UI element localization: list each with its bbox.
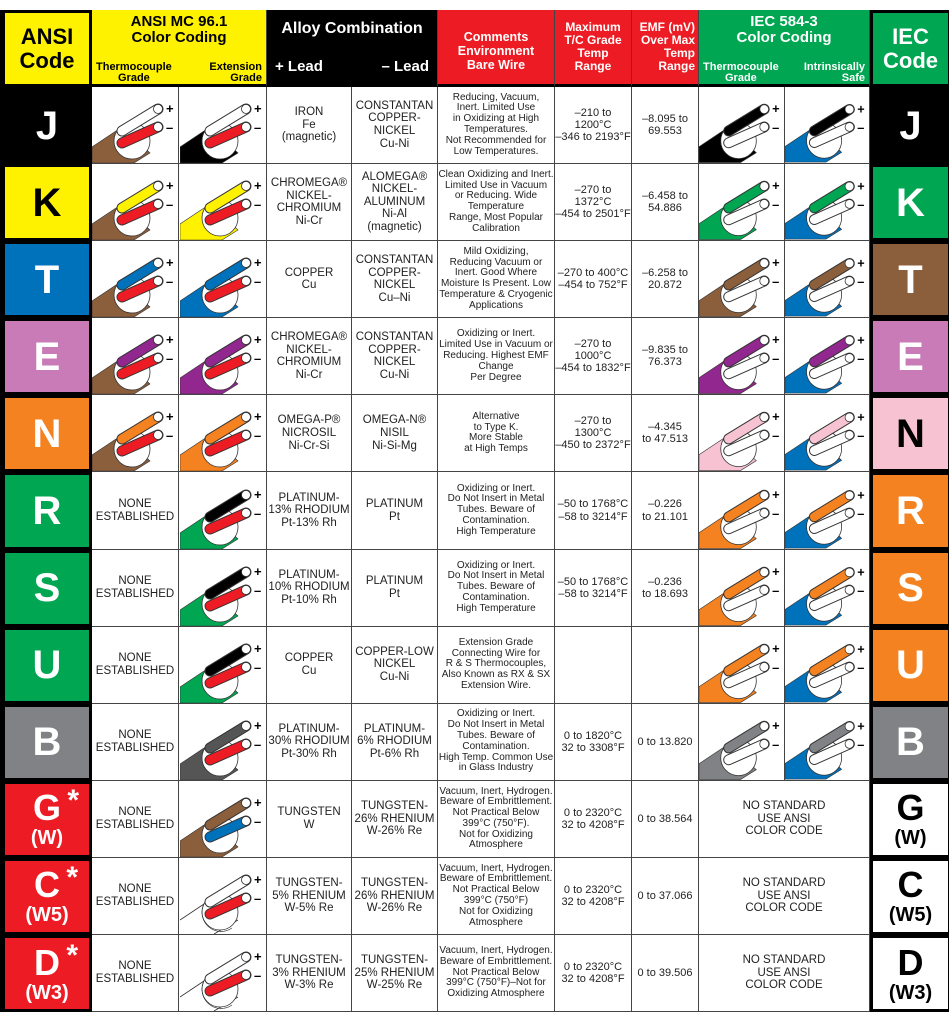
ansi-ext-wire-R xyxy=(179,472,267,549)
header-ansi-code: ANSI Code xyxy=(2,10,92,87)
emf-range: 0 to 38.564 xyxy=(632,781,699,858)
plus-lead: PLATINUM- 30% RHODIUM Pt-30% Rh xyxy=(267,704,352,781)
header-iec-title: IEC 584-3 Color Coding xyxy=(736,13,832,46)
ansi-code-N-letter: N xyxy=(32,411,62,456)
iec-code-G xyxy=(870,781,949,858)
ansi-ext-wire-U xyxy=(179,627,267,704)
svg-text:–: – xyxy=(772,197,780,213)
iec-intrinsically-safe-wire-icon xyxy=(785,241,869,317)
emf-range: –9.835 to 76.373 xyxy=(632,318,699,395)
minus-lead: PLATINUM- 6% RHODIUM Pt-6% Rh xyxy=(352,704,438,781)
emf-range xyxy=(632,627,699,704)
iec-is-wire-S xyxy=(785,550,870,627)
iec-intrinsically-safe-wire-icon xyxy=(785,395,869,471)
ansi-code-D xyxy=(2,935,92,1012)
plus-lead: IRON Fe (magnetic) xyxy=(267,87,352,164)
ansi-tc-none: NONE ESTABLISHED xyxy=(92,627,179,704)
ansi-code-J-letter: J xyxy=(35,103,59,148)
asterisk: * xyxy=(66,861,78,895)
iec-code-B xyxy=(870,704,949,781)
ansi-code-R xyxy=(2,472,92,549)
svg-text:+: + xyxy=(857,333,865,348)
emf-range: –4.345 to 47.513 xyxy=(632,395,699,472)
plus-lead: TUNGSTEN W xyxy=(267,781,352,858)
svg-text:–: – xyxy=(253,736,261,752)
minus-lead: TUNGSTEN- 25% RHENIUM W-25% Re xyxy=(352,935,438,1012)
asterisk: * xyxy=(66,938,78,972)
svg-text:–: – xyxy=(772,736,780,752)
svg-text:–: – xyxy=(857,583,865,598)
iec-code-E xyxy=(870,318,949,395)
header-minus-lead: – Lead xyxy=(381,57,429,75)
iec-tc-wire-T xyxy=(699,241,785,318)
minus-lead: ALOMEGA® NICKEL- ALUMINUM Ni-Al (magnetic) xyxy=(352,164,438,241)
header-iec-color-coding xyxy=(699,10,870,87)
iec-is-wire-N xyxy=(785,395,870,472)
ansi-ext-wire-J xyxy=(179,87,267,164)
iec-code-S xyxy=(870,550,949,627)
ansi-code-C xyxy=(2,858,92,935)
ansi-ext-wire-T xyxy=(179,241,267,318)
header-iec-tc-grade: Thermocouple Grade xyxy=(703,61,779,84)
svg-text:–: – xyxy=(772,351,780,367)
svg-text:–: – xyxy=(772,274,780,290)
svg-text:+: + xyxy=(166,101,174,117)
plus-lead: TUNGSTEN- 3% RHENIUM W-3% Re xyxy=(267,935,352,1012)
ansi-tc-wire-E xyxy=(92,318,179,395)
svg-text:–: – xyxy=(253,582,261,598)
ansi-tc-none: NONE ESTABLISHED xyxy=(92,472,179,549)
iec-code-C xyxy=(870,858,949,935)
svg-text:+: + xyxy=(772,486,780,502)
comments: Vacuum, Inert, Hydrogen. Beware of Embrittlement. Not Practical Below 399°C (750°F)–Not for Oxidizing Atmosphere xyxy=(438,935,555,1012)
iec-no-standard: NO STANDARD USE ANSI COLOR CODE xyxy=(699,781,870,858)
svg-text:+: + xyxy=(253,871,262,887)
iec-code-R xyxy=(870,472,949,549)
header-plus-lead: + Lead xyxy=(275,57,323,75)
svg-text:–: – xyxy=(857,352,865,367)
svg-text:+: + xyxy=(772,332,780,348)
iec-code-N xyxy=(870,395,949,472)
svg-text:–: – xyxy=(166,274,174,290)
minus-lead: CONSTANTAN COPPER- NICKEL Cu-Ni xyxy=(352,87,438,164)
ansi-code-D-letter: D xyxy=(34,941,60,983)
header-alloy-title: Alloy Combination xyxy=(281,20,423,38)
max-temp-range: 0 to 2320°C 32 to 4208°F xyxy=(555,935,632,1012)
max-temp-range: –210 to 1200°C –346 to 2193°F xyxy=(555,87,632,164)
iec-intrinsically-safe-wire-icon xyxy=(785,627,869,703)
ansi-code-B-letter: B xyxy=(32,720,62,765)
svg-text:+: + xyxy=(253,178,262,194)
thermocouple-wire-icon xyxy=(92,395,178,471)
ansi-tc-wire-T xyxy=(92,241,179,318)
emf-range: –0.236 to 18.693 xyxy=(632,550,699,627)
svg-text:–: – xyxy=(857,660,865,675)
iec-code-C-letter: C xyxy=(897,864,924,906)
iec-thermocouple-wire-icon xyxy=(699,87,784,163)
extension-wire-icon xyxy=(180,858,266,934)
ansi-code-T xyxy=(2,241,92,318)
emf-range: –6.258 to 20.872 xyxy=(632,241,699,318)
max-temp-range: –50 to 1768°C –58 to 3214°F xyxy=(555,550,632,627)
svg-text:+: + xyxy=(772,717,780,733)
plus-lead: CHROMEGA® NICKEL- CHROMIUM Ni-Cr xyxy=(267,318,352,395)
ansi-code-G xyxy=(2,781,92,858)
iec-code-T-letter: T xyxy=(898,257,923,302)
ansi-tc-wire-K xyxy=(92,164,179,241)
plus-lead: COPPER Cu xyxy=(267,241,352,318)
iec-code-J xyxy=(870,87,949,164)
iec-thermocouple-wire-icon xyxy=(699,241,784,317)
thermocouple-wire-icon xyxy=(92,241,178,317)
svg-text:+: + xyxy=(857,179,865,194)
svg-text:+: + xyxy=(772,178,780,194)
iec-is-wire-R xyxy=(785,472,870,549)
svg-text:–: – xyxy=(253,120,261,136)
iec-code-D-subcode: (W3) xyxy=(888,981,933,1004)
iec-code-R-letter: R xyxy=(896,489,925,534)
ansi-code-E-letter: E xyxy=(33,334,61,379)
svg-text:+: + xyxy=(253,640,262,656)
emf-range: 0 to 37.066 xyxy=(632,858,699,935)
max-temp-range: 0 to 1820°C 32 to 3308°F xyxy=(555,704,632,781)
svg-text:–: – xyxy=(166,120,174,136)
extension-wire-icon xyxy=(180,704,266,780)
comments: Oxidizing or Inert. Do Not Insert in Metal Tubes. Beware of Contamination. High Temperature xyxy=(438,472,555,549)
svg-text:–: – xyxy=(253,505,261,521)
iec-is-wire-B xyxy=(785,704,870,781)
ansi-tc-none: NONE ESTABLISHED xyxy=(92,550,179,627)
svg-text:–: – xyxy=(253,197,261,213)
svg-text:–: – xyxy=(253,274,261,290)
iec-code-G-subcode: (W) xyxy=(894,827,927,850)
comments: Mild Oxidizing, Reducing Vacuum or Inert. Good Where Moisture Is Present. Low Temperature & Cryogenic Applications xyxy=(438,241,555,318)
svg-text:–: – xyxy=(166,351,174,367)
header-ansi-mc-title: ANSI MC 96.1 Color Coding xyxy=(130,13,228,46)
ansi-tc-wire-J xyxy=(92,87,179,164)
header-emf: EMF (mV) Over Max Temp Range xyxy=(632,10,699,87)
svg-text:–: – xyxy=(857,429,865,444)
max-temp-range: 0 to 2320°C 32 to 4208°F xyxy=(555,781,632,858)
iec-thermocouple-wire-icon xyxy=(699,627,784,703)
iec-code-U xyxy=(870,627,949,704)
svg-text:–: – xyxy=(772,659,780,675)
iec-tc-wire-E xyxy=(699,318,785,395)
svg-text:+: + xyxy=(166,255,174,271)
iec-tc-wire-K xyxy=(699,164,785,241)
svg-text:+: + xyxy=(166,409,174,425)
svg-text:+: + xyxy=(772,101,780,117)
extension-wire-icon xyxy=(180,627,266,703)
svg-text:+: + xyxy=(857,719,865,734)
svg-text:+: + xyxy=(166,178,174,194)
thermocouple-wire-icon xyxy=(92,87,178,163)
comments: Reducing, Vacuum, Inert. Limited Use in Oxidizing at High Temperatures. Not Recommended for Low Temperatures. xyxy=(438,87,555,164)
max-temp-range: –270 to 1300°C –450 to 2372°F xyxy=(555,395,632,472)
svg-text:–: – xyxy=(857,737,865,752)
svg-text:+: + xyxy=(253,717,262,733)
svg-text:+: + xyxy=(253,794,262,810)
minus-lead: PLATINUM Pt xyxy=(352,550,438,627)
iec-code-E-letter: E xyxy=(897,334,924,379)
ansi-code-R-letter: R xyxy=(32,489,62,534)
svg-text:–: – xyxy=(253,890,261,906)
ansi-code-B xyxy=(2,704,92,781)
extension-wire-icon xyxy=(180,550,266,626)
thermocouple-wire-icon xyxy=(92,164,178,240)
iec-thermocouple-wire-icon xyxy=(699,395,784,471)
comments: Alternative to Type K. More Stable at High Temps xyxy=(438,395,555,472)
minus-lead: OMEGA-N® NISIL Ni-Si-Mg xyxy=(352,395,438,472)
iec-intrinsically-safe-wire-icon xyxy=(785,550,869,626)
comments: Vacuum, Inert, Hydrogen. Beware of Embrittlement. Not Practical Below 399°C (750°F). Not for Oxidizing Atmosphere xyxy=(438,781,555,858)
iec-intrinsically-safe-wire-icon xyxy=(785,87,869,163)
svg-text:+: + xyxy=(253,409,262,425)
comments: Clean Oxidizing and Inert. Limited Use in Vacuum or Reducing. Wide Temperature Range, Most Popular Calibration xyxy=(438,164,555,241)
extension-wire-icon xyxy=(180,87,266,163)
iec-no-standard: NO STANDARD USE ANSI COLOR CODE xyxy=(699,935,870,1012)
emf-range: –0.226 to 21.101 xyxy=(632,472,699,549)
ansi-code-G-subcode: (W) xyxy=(30,827,64,850)
comments: Oxidizing or Inert. Do Not Insert in Metal Tubes. Beware of Contamination. High Temperature xyxy=(438,550,555,627)
svg-text:–: – xyxy=(857,120,865,135)
plus-lead: TUNGSTEN- 5% RHENIUM W-5% Re xyxy=(267,858,352,935)
ansi-code-K-letter: K xyxy=(32,180,62,225)
max-temp-range: –270 to 1372°C –454 to 2501°F xyxy=(555,164,632,241)
svg-text:–: – xyxy=(253,968,261,984)
ansi-ext-wire-S xyxy=(179,550,267,627)
emf-range: 0 to 39.506 xyxy=(632,935,699,1012)
svg-text:–: – xyxy=(772,428,780,444)
extension-wire-icon xyxy=(180,241,266,317)
iec-is-wire-U xyxy=(785,627,870,704)
iec-code-J-letter: J xyxy=(899,103,922,148)
max-temp-range: –270 to 1000°C –454 to 1832°F xyxy=(555,318,632,395)
header-ansi-tc-grade: Thermocouple Grade xyxy=(96,61,172,84)
svg-text:–: – xyxy=(772,505,780,521)
thermocouple-color-code-table xyxy=(0,10,949,1012)
iec-intrinsically-safe-wire-icon xyxy=(785,318,869,394)
svg-text:–: – xyxy=(772,582,780,598)
svg-text:+: + xyxy=(253,255,262,271)
header-ansi-color-coding xyxy=(92,10,267,87)
header-iec-intrinsically-safe: Intrinsically Safe xyxy=(803,61,865,84)
minus-lead: CONSTANTAN COPPER- NICKEL Cu–Ni xyxy=(352,241,438,318)
svg-text:–: – xyxy=(166,197,174,213)
iec-code-S-letter: S xyxy=(897,566,924,611)
ansi-code-G-letter: G xyxy=(32,787,61,829)
svg-text:+: + xyxy=(857,487,865,502)
max-temp-range xyxy=(555,627,632,704)
iec-code-T xyxy=(870,241,949,318)
ansi-ext-wire-C xyxy=(179,858,267,935)
iec-code-K xyxy=(870,164,949,241)
iec-thermocouple-wire-icon xyxy=(699,550,784,626)
minus-lead: TUNGSTEN- 26% RHENIUM W-26% Re xyxy=(352,858,438,935)
extension-wire-icon xyxy=(180,473,266,549)
asterisk: * xyxy=(67,784,79,818)
ansi-code-N xyxy=(2,395,92,472)
extension-wire-icon xyxy=(180,781,266,857)
ansi-tc-none: NONE ESTABLISHED xyxy=(92,704,179,781)
ansi-code-C-letter: C xyxy=(34,864,60,906)
ansi-tc-none: NONE ESTABLISHED xyxy=(92,781,179,858)
plus-lead: PLATINUM- 13% RHODIUM Pt-13% Rh xyxy=(267,472,352,549)
iec-is-wire-T xyxy=(785,241,870,318)
ansi-tc-none: NONE ESTABLISHED xyxy=(92,935,179,1012)
extension-wire-icon xyxy=(180,164,266,240)
iec-code-N-letter: N xyxy=(896,411,925,456)
max-temp-range: 0 to 2320°C 32 to 4208°F xyxy=(555,858,632,935)
svg-text:+: + xyxy=(253,332,262,348)
iec-code-C-subcode: (W5) xyxy=(888,904,933,927)
ansi-code-U xyxy=(2,627,92,704)
extension-wire-icon xyxy=(180,395,266,471)
emf-range: –8.095 to 69.553 xyxy=(632,87,699,164)
header-alloy-combination xyxy=(267,10,438,87)
ansi-code-D-subcode: (W3) xyxy=(25,981,69,1004)
iec-thermocouple-wire-icon xyxy=(699,318,784,394)
emf-range: –6.458 to 54.886 xyxy=(632,164,699,241)
header-comments: Comments Environment Bare Wire xyxy=(438,10,555,87)
ansi-ext-wire-D xyxy=(179,935,267,1012)
svg-text:–: – xyxy=(253,428,261,444)
minus-lead: PLATINUM Pt xyxy=(352,472,438,549)
ansi-tc-none: NONE ESTABLISHED xyxy=(92,858,179,935)
svg-text:+: + xyxy=(772,640,780,656)
ansi-code-C-subcode: (W5) xyxy=(25,904,69,927)
iec-is-wire-J xyxy=(785,87,870,164)
minus-lead: CONSTANTAN COPPER- NICKEL Cu-Ni xyxy=(352,318,438,395)
iec-tc-wire-U xyxy=(699,627,785,704)
iec-tc-wire-J xyxy=(699,87,785,164)
iec-code-G-letter: G xyxy=(896,787,925,829)
iec-intrinsically-safe-wire-icon xyxy=(785,164,869,240)
ansi-ext-wire-N xyxy=(179,395,267,472)
iec-is-wire-K xyxy=(785,164,870,241)
iec-thermocouple-wire-icon xyxy=(699,473,784,549)
iec-thermocouple-wire-icon xyxy=(699,704,784,780)
ansi-code-K xyxy=(2,164,92,241)
ansi-ext-wire-B xyxy=(179,704,267,781)
emf-range: 0 to 13.820 xyxy=(632,704,699,781)
ansi-ext-wire-E xyxy=(179,318,267,395)
header-ansi-ext-grade: Extension Grade xyxy=(209,61,262,84)
plus-lead: PLATINUM- 10% RHODIUM Pt-10% Rh xyxy=(267,550,352,627)
comments: Extension Grade Connecting Wire for R & S Thermocouples, Also Known as RX & SX Extension Wire. xyxy=(438,627,555,704)
iec-code-D xyxy=(870,935,949,1012)
iec-code-B-letter: B xyxy=(896,720,925,765)
iec-no-standard: NO STANDARD USE ANSI COLOR CODE xyxy=(699,858,870,935)
max-temp-range: –270 to 400°C –454 to 752°F xyxy=(555,241,632,318)
svg-text:–: – xyxy=(253,659,261,675)
ansi-code-J xyxy=(2,87,92,164)
svg-text:–: – xyxy=(253,351,261,367)
ansi-ext-wire-G xyxy=(179,781,267,858)
svg-text:+: + xyxy=(772,563,780,579)
header-iec-code: IEC Code xyxy=(870,10,949,87)
iec-is-wire-E xyxy=(785,318,870,395)
minus-lead: TUNGSTEN- 26% RHENIUM W-26% Re xyxy=(352,781,438,858)
minus-lead: COPPER-LOW NICKEL Cu-Ni xyxy=(352,627,438,704)
ansi-code-U-letter: U xyxy=(32,643,62,688)
svg-text:–: – xyxy=(253,813,261,829)
iec-tc-wire-B xyxy=(699,704,785,781)
plus-lead: COPPER Cu xyxy=(267,627,352,704)
plus-lead: OMEGA-P® NICROSIL Ni-Cr-Si xyxy=(267,395,352,472)
svg-text:+: + xyxy=(772,409,780,425)
ansi-code-T-letter: T xyxy=(34,257,60,302)
svg-text:+: + xyxy=(857,256,865,271)
iec-tc-wire-S xyxy=(699,550,785,627)
extension-wire-icon xyxy=(180,935,266,1011)
svg-text:+: + xyxy=(772,255,780,271)
iec-code-U-letter: U xyxy=(896,643,925,688)
ansi-code-S-letter: S xyxy=(33,566,61,611)
comments: Oxidizing or Inert. Do Not Insert in Metal Tubes. Beware of Contamination. High Temp. Common Use in Glass Industry xyxy=(438,704,555,781)
svg-text:–: – xyxy=(857,506,865,521)
iec-intrinsically-safe-wire-icon xyxy=(785,704,869,780)
comments: Vacuum, Inert, Hydrogen. Beware of Embrittlement. Not Practical Below 399°C (750°F) Not for Oxidizing Atmosphere xyxy=(438,858,555,935)
max-temp-range: –50 to 1768°C –58 to 3214°F xyxy=(555,472,632,549)
iec-intrinsically-safe-wire-icon xyxy=(785,473,869,549)
iec-code-K-letter: K xyxy=(896,180,925,225)
svg-text:–: – xyxy=(166,428,174,444)
ansi-ext-wire-K xyxy=(179,164,267,241)
svg-text:+: + xyxy=(253,563,262,579)
iec-code-D-letter: D xyxy=(897,941,924,983)
svg-text:+: + xyxy=(857,564,865,579)
ansi-tc-wire-N xyxy=(92,395,179,472)
ansi-code-S xyxy=(2,550,92,627)
plus-lead: CHROMEGA® NICKEL- CHROMIUM Ni-Cr xyxy=(267,164,352,241)
svg-text:–: – xyxy=(772,119,780,135)
iec-thermocouple-wire-icon xyxy=(699,164,784,240)
iec-tc-wire-R xyxy=(699,472,785,549)
ansi-code-E xyxy=(2,318,92,395)
extension-wire-icon xyxy=(180,318,266,394)
thermocouple-wire-icon xyxy=(92,318,178,394)
svg-text:+: + xyxy=(857,102,865,117)
svg-text:–: – xyxy=(857,275,865,290)
svg-text:+: + xyxy=(166,332,174,348)
svg-text:+: + xyxy=(253,101,262,117)
iec-tc-wire-N xyxy=(699,395,785,472)
svg-text:+: + xyxy=(857,410,865,425)
header-max-temp: Maximum T/C Grade Temp Range xyxy=(555,10,632,87)
svg-text:+: + xyxy=(253,486,262,502)
svg-text:+: + xyxy=(857,641,865,656)
svg-text:+: + xyxy=(253,949,262,965)
comments: Oxidizing or Inert. Limited Use in Vacuum or Reducing. Highest EMF Change Per Degree xyxy=(438,318,555,395)
svg-text:–: – xyxy=(857,197,865,212)
